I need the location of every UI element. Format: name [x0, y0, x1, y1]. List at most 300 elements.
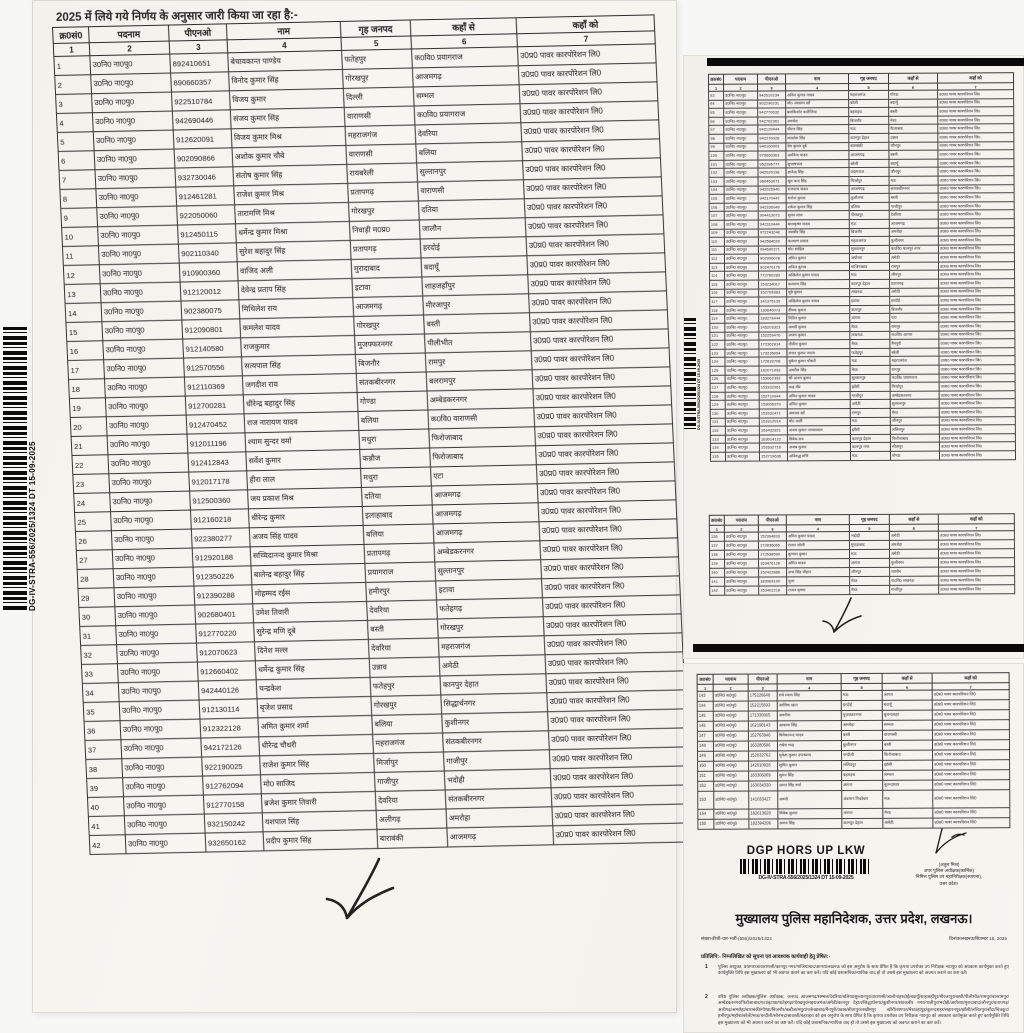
cell-name: मिथिलेश राय [239, 297, 354, 318]
cell-to: उ0प्र0 पावर कारपोरेशन लि0 [939, 451, 1015, 460]
cell-designation: उ0नि0 ना0पु0 [90, 54, 171, 75]
cell-designation: उ0नि0 ना0पु0 [724, 532, 758, 541]
cell-name: देवेन्द्र प्रताप सिंह [238, 278, 353, 299]
cell-pno: 942336049 [758, 203, 786, 212]
column-header: कहाँ को [938, 514, 1014, 524]
cell-home-district: प्रतापगढ़ [348, 182, 419, 202]
cell-from: वाराणसी [418, 180, 525, 201]
cell-designation: उ0नि0 ना0पु0 [724, 91, 758, 100]
cell-name: मो0 असलम खाँ [786, 99, 849, 108]
cell-from: सम्भल [882, 720, 932, 730]
cell-from: बलरामपुर [426, 370, 533, 391]
cell-from: बरेली [890, 348, 939, 357]
cell-designation: उ0नि0 ना0पु0 [104, 377, 185, 398]
cell-serial: 115 [710, 280, 725, 289]
cell-to: उ0प्र0 पावर कारपोरेशन लि0 [939, 390, 1015, 399]
cell-home-district: बलिया [358, 410, 429, 430]
transfer-table-a-wrap [708, 72, 1016, 461]
cell-to: उ0प्र0 पावर कारपोरेशन लि0 [533, 386, 672, 408]
cell-designation: उ0नि0 ना0पु0 [724, 194, 758, 203]
column-header: कहाँ से [410, 18, 517, 36]
cell-designation: उ0नि0 ना0पु0 [109, 472, 190, 493]
cell-name: सच्चिदानन्द कुमार मिश्रा [250, 544, 365, 565]
cell-serial: 31 [80, 626, 117, 646]
cell-designation: उ0नि0 ना0पु0 [725, 392, 759, 401]
cell-name: संजय कुमार सिंह [230, 107, 345, 128]
cell-home-district: गोरखपुर [371, 695, 442, 715]
cell-designation: उ0नि0 ना0पु0 [116, 624, 197, 645]
cell-name: धर्मेन्द्र कुमार मिश्रा [235, 221, 350, 242]
cell-to: उ0प्र0 पावर कारपोरेशन लि0 [524, 196, 663, 218]
cell-name: वाजिद अली [237, 259, 352, 280]
cell-from: बदायूँ [882, 700, 932, 710]
cell-pno: 912450115 [177, 224, 236, 244]
column-number: 3 [758, 84, 786, 91]
cell-serial: 95 [709, 108, 724, 117]
cell-from: मऊ [889, 176, 938, 185]
cell-to: उ0प्र0 पावर कारपोरेशन लि0 [938, 90, 1014, 99]
cell-home-district: दिल्ली [343, 87, 414, 107]
cell-designation: उ0नि0 ना0पु0 [724, 143, 758, 152]
cell-from: बलिया [416, 142, 523, 163]
cell-name: हीरा लाल [247, 468, 362, 489]
cell-to: उ0प्र0 पावर कारपोरेशन लि0 [933, 760, 1010, 770]
cell-pno: 172362814 [759, 340, 787, 349]
cell-to: उ0प्र0 पावर कारपोरेशन लि0 [939, 296, 1015, 305]
cell-to: उ0प्र0 पावर कारपोरेशन लि0 [939, 433, 1015, 442]
cell-serial: 100 [709, 151, 724, 160]
cell-pno: 152215693 [748, 701, 777, 711]
cell-pno: 912570556 [184, 357, 243, 377]
cell-designation: उ0नि0 ना0पु0 [98, 244, 179, 265]
cell-to: उ0प्र0 पावर कारपोरेशन लि0 [540, 538, 679, 560]
cell-designation: उ0नि0 ना0पु0 [115, 605, 196, 626]
cell-from: अम्बेडकरनगर [434, 541, 541, 562]
cell-pno: 960463071 [758, 177, 786, 186]
cell-home-district: बस्ती [841, 730, 882, 740]
cell-to: उ0प्र0 पावर कारपोरेशन लि0 [552, 804, 691, 826]
cell-to: उ0प्र0 पावर कारपोरेशन लि0 [938, 158, 1014, 167]
cell-from: बस्ती [889, 107, 938, 116]
cell-to: उ0प्र0 पावर कारपोरेशन लि0 [517, 44, 656, 66]
column-number: 4 [227, 37, 341, 52]
cell-designation: उ0नि0 ना0पु0 [725, 400, 759, 409]
cell-designation: उ0नि0 ना0पु0 [724, 203, 758, 212]
cell-pno: 183279444 [759, 314, 787, 323]
cell-name: सर्वेश कुमार [246, 449, 361, 470]
cell-home-district: आजमगढ़ [849, 151, 889, 160]
cell-serial: 146 [697, 721, 713, 731]
cell-serial: 106 [709, 203, 724, 212]
cell-home-district: अमेठी [850, 400, 890, 409]
cell-home-district: हमीरपुर [366, 581, 437, 601]
cell-home-district: मुजफ्फरनगर [355, 334, 426, 354]
cell-home-district: कानपुर [850, 305, 890, 314]
cell-home-district: मऊ [849, 125, 889, 134]
cell-home-district: दतिया [361, 486, 432, 506]
column-header: कहाँ से [888, 73, 937, 83]
cell-serial: 111 [709, 246, 724, 255]
cell-home-district: प्रयागराज [849, 168, 889, 177]
cell-name: मूल चन्द सिंह [786, 177, 849, 186]
cell-home-district: मेरठ [850, 576, 890, 585]
cell-designation: उ0नि0 ना0पु0 [725, 435, 759, 444]
cell-serial: 32 [81, 645, 118, 665]
cell-home-district: बिजनौर [355, 353, 426, 373]
cell-from: ललितपुर [890, 425, 939, 434]
cell-to: उ0प्र0 पावर कारपोरेशन लि0 [551, 785, 690, 807]
cell-to: उ0प्र0 पावर कारपोरेशन लि0 [939, 270, 1015, 279]
cell-to: उ0प्र0 पावर कारपोरेशन लि0 [938, 176, 1014, 185]
cell-pno: 922050060 [177, 205, 236, 225]
cell-serial: 150 [698, 761, 714, 771]
cell-designation: उ0नि0 ना0पु0 [123, 776, 204, 797]
cell-to: उ0प्र0 पावर कारपोरेशन लि0 [938, 227, 1014, 236]
cell-home-district: आगरा [850, 314, 890, 323]
cell-from: मीरजापुर [423, 294, 530, 315]
column-header: नाम [226, 21, 341, 39]
cell-serial: 93 [709, 91, 724, 100]
cell-serial: 149 [697, 751, 713, 761]
cell-from: शाहजहाँपुर [422, 275, 529, 296]
cell-name: राजन कृष्णा [787, 586, 850, 595]
cell-home-district: गोरखपुर [354, 315, 425, 335]
cell-serial: 18 [69, 379, 106, 399]
cell-home-district: कानपुर देहात [842, 818, 883, 828]
barcode-text: DG-IV-STRA-556/2025/1324 DT 15-09-2025 [697, 358, 701, 430]
cell-to: उ0प्र0 पावर कारपोरेशन लि0 [932, 750, 1009, 760]
cell-home-district: झाँसी [850, 426, 890, 435]
cell-serial: 1 [54, 56, 91, 76]
cell-pno: 942610234 [758, 91, 786, 100]
column-number: 5 [841, 683, 882, 690]
cell-serial: 142 [710, 586, 725, 595]
column-number: 7 [938, 83, 1014, 90]
cell-to: उ0प्र0 पावर कारपोरेशन लि0 [939, 330, 1015, 339]
cell-pno: 912350226 [193, 566, 252, 586]
cell-name: प्रेम कुमार दूबे [786, 142, 849, 151]
cell-to: उ0प्र0 पावर कारपोरेशन लि0 [938, 193, 1014, 202]
handwritten-signature-top-right [811, 595, 873, 641]
column-number: 6 [882, 683, 932, 690]
cell-name: संतोष कुमार सिंह [233, 164, 348, 185]
column-header: पदनाम [88, 25, 169, 43]
cell-serial: 119 [710, 315, 725, 324]
cell-home-district: मुरादाबाद [351, 258, 422, 278]
cell-pno: 163280596 [748, 741, 777, 751]
column-header: पदनाम [713, 674, 748, 684]
cell-home-district: बरेली [849, 159, 889, 168]
cell-designation: उ0नि0 ना0पु0 [725, 306, 759, 315]
cell-from: सम्भल [883, 770, 933, 780]
cell-pno: 932150242 [204, 813, 263, 833]
cell-to: उ0प्र0 पावर कारपोरेशन लि0 [938, 141, 1014, 150]
cell-serial: 128 [710, 392, 725, 401]
cell-to: उ0प्र0 पावर कारपोरेशन लि0 [537, 481, 676, 503]
copy-item-number: 1 [705, 964, 708, 970]
cell-designation: उ0नि0 ना0पु0 [118, 681, 199, 702]
cell-serial: 144 [697, 701, 713, 711]
cell-pno: 942120444 [758, 125, 786, 134]
cell-home-district: प्रतापगढ़ [364, 543, 435, 563]
copy-item-2 [705, 994, 1009, 1026]
cell-name: राकेश कुमार सिंह [786, 202, 849, 211]
cell-home-district: निवाड़ी म0प्र0 [349, 220, 420, 240]
cell-to: उ0प्र0 पावर कारपोरेशन लि0 [938, 549, 1014, 558]
cell-pno: 172836065 [758, 541, 786, 550]
cell-designation: उ0नि0 ना0पु0 [108, 453, 189, 474]
cell-serial: 13 [64, 284, 101, 304]
cell-from: जौनपुर [890, 271, 939, 280]
cell-serial: 108 [709, 220, 724, 229]
cell-from: मिर्जापुर [890, 382, 939, 391]
cell-name: उमर सिंह चौहान [787, 568, 850, 577]
cell-name: राजन जोशी [786, 541, 849, 550]
cell-designation: उ0नि0 ना0पु0 [724, 160, 758, 169]
cell-designation: उ0नि0 ना0पु0 [725, 280, 759, 289]
cell-from: आजमगढ़ [412, 66, 519, 87]
cell-designation: उ0नि0 ना0पु0 [122, 757, 203, 778]
cell-home-district: प्रतापगढ़ [350, 239, 421, 259]
cell-home-district: हरदोई [841, 700, 882, 710]
cell-home-district: मऊ [850, 417, 890, 426]
table-row [710, 585, 1015, 596]
cell-to: उ0प्र0 पावर कारपोरेशन लि0 [938, 184, 1014, 193]
signatory-title-1: अपर पुलिस अधीक्षक(कार्मिक) [923, 868, 975, 874]
cell-from: संतकबीरनगर [889, 185, 938, 194]
cell-name: राजेश कुमार सिंह [260, 753, 375, 774]
column-number: 3 [748, 684, 777, 691]
cell-name: दीपक कुमार [787, 305, 850, 314]
cell-pno: 153332961 [759, 383, 787, 392]
handwritten-signature-left [307, 855, 417, 933]
cell-serial: 153 [698, 791, 714, 809]
cell-from: अमेठी [883, 818, 933, 828]
cell-from: गोरखपुर [437, 617, 544, 638]
cell-home-district: गोरखपुर [849, 211, 889, 220]
column-header: क्र0सं0 [697, 674, 713, 684]
cell-serial: 17 [68, 360, 105, 380]
cell-from: अमरोहा [446, 807, 553, 828]
cell-home-district: रायबरेली [347, 163, 418, 183]
cell-to: उ0प्र0 पावर कारपोरेशन लि0 [938, 219, 1014, 228]
cell-home-district: बस्ती [367, 619, 438, 639]
cell-name: अनिल कुमार यादव [786, 91, 849, 100]
cell-home-district: कुशीनगर [849, 193, 889, 202]
cell-pno: 142010928 [749, 761, 778, 771]
cell-home-district: ललितपुर [842, 760, 883, 770]
cell-name: श्रवण सिंह [778, 819, 842, 829]
cell-from: फिरोजाबाद [430, 446, 537, 467]
cell-name: सत्यपाल सिंह [241, 354, 356, 375]
cell-home-district: अलीगढ़ [376, 809, 447, 829]
cell-designation: उ0नि0 ना0पु0 [99, 263, 180, 284]
cell-pno: 152032762 [748, 751, 777, 761]
cell-designation: उ0नि0 ना0पु0 [713, 701, 748, 711]
cell-pno: 162190143 [748, 721, 777, 731]
transfer-table-c-wrap [697, 672, 1011, 830]
cell-name: अजय कुमार [787, 331, 850, 340]
column-header: नाम [785, 74, 848, 84]
cell-pno: 171330065 [748, 711, 777, 721]
column-header: क्र0सं0 [709, 515, 724, 525]
cell-home-district: लखनऊ [850, 331, 890, 340]
column-number: 4 [786, 84, 849, 91]
cell-designation: उ0नि0 ना0पु0 [724, 541, 758, 550]
cell-pno: 152763946 [748, 731, 777, 741]
cell-name: बालकृष्ण यादव [786, 219, 849, 228]
cell-from: मेरठ [889, 116, 938, 125]
cell-serial: 112 [709, 255, 724, 264]
cell-home-district: मऊ [841, 690, 882, 700]
cell-designation: उ0नि0 ना0पु0 [725, 375, 759, 384]
cell-from: बुलन्दशहर [882, 710, 932, 720]
cell-serial: 147 [697, 731, 713, 741]
cell-name: ज्ञानेन्द्र सिंह [786, 168, 849, 177]
cell-designation: उ0नि0 ना0पु0 [724, 550, 758, 559]
scan-edge-bar-top [707, 58, 1024, 66]
cell-to: उ0प्र0 पावर कारपोरेशन लि0 [536, 443, 675, 465]
cell-to: उ0प्र0 पावर कारपोरेशन लि0 [932, 710, 1009, 720]
cell-serial: 3 [56, 94, 93, 114]
cell-home-district: अयोध्या [849, 254, 889, 263]
cell-from: संतकबीरनगर [445, 788, 552, 809]
cell-serial: 140 [710, 568, 725, 577]
signatory-title-2: निमित्त पुलिस उप महानिरीक्षक(स्थापना), [915, 874, 983, 880]
page-left [32, 0, 677, 1013]
cell-pno: 912090801 [182, 319, 241, 339]
cell-name: श्याम सुन्दर वर्मा [245, 430, 360, 451]
cell-name: सुमित कुमार [778, 761, 842, 771]
cell-from: अमरोहा [889, 540, 938, 549]
cell-to: उ0प्र0 पावर कारपोरेशन लि0 [542, 595, 681, 617]
cell-from: वाराणसी [882, 730, 932, 740]
cell-designation: उ0नि0 ना0पु0 [724, 108, 758, 117]
cell-serial: 113 [709, 263, 724, 272]
handwritten-signature-bottom-right [922, 827, 976, 857]
cell-serial: 101 [709, 160, 724, 169]
signatory-name: (अतुल मिश्र) [938, 862, 960, 867]
cell-serial: 123 [710, 349, 725, 358]
cell-serial: 155 [698, 819, 714, 829]
cell-pno: 912700281 [185, 395, 244, 415]
cell-from: सिद्धार्थनगर [441, 693, 548, 714]
cell-name: आशिक खान [777, 701, 841, 711]
cell-pno: 152719636 [759, 452, 787, 461]
cell-name: अमित यादव [787, 559, 850, 568]
copy-item-text: वरिष्ठ पुलिस अधीक्षक/पुलिस अधीक्षक, जनपद आजमगढ़/सम्भल/देवरिया/बलिया/सुल्तानपुर/वाराणसी/जालौन/हरदोई/बदायूँ/शाहजहाँपुर/मीरजापुर/बस्ती/पीलीभीत/रामपुर/बलरामपुर/अम्बेडकरनगर/फिरोजाबाद/एटा/इटावा/फतेहगढ़/गोरखपुर/महराजगंज/अमेठी/कानपुर देहात/सिद्धार्थनगर/कुशीनगर/संतकबीर नगर/गाजीपुर/भदोही/अयोध्या/मुरादाबाद/जौनपुर/प्रतापगढ़/अलीगढ़/अमरोहा/बाराबंकी/गोण्डा/बिजनौर/कन्नौज/मथुरा/फर्रुखाबाद/मैनपुरी/उन्नाव/सीतापुर/लखीमपुर खीरी/बागपत/मेरठ/हापुड़/बुलन्दशहर/सहारनपुर/झाँसी/ललितपुर/बाँदा/चित्रकूट/हमीरपुर/महोबा/बरेली/मऊ/चन्दौली/सोनभद्र/श्रावस्ती/बहराइच को इस अनुरोध के साथ प्रेषित है कि कृपया उपरोक्त उप निरीक्षक ना0पु0 को अवकाश कार्यमुक्त करते हुए कार्यमुक्ति तिथि इस मुख्यालय को भी अवगत कराने का कष्ट करें। यदि कोई प्रशासनिक/न्यायिक वाद हो तो उससे इस मुख्यालय को अवगत कराने का कष्ट करें। [718, 994, 1009, 1025]
cell-serial: 94 [709, 100, 724, 109]
cell-serial: 114 [710, 272, 725, 281]
cell-from: अमेठी [889, 531, 938, 540]
cell-pno: 912140580 [183, 338, 242, 358]
cell-pno: 942690446 [172, 110, 231, 130]
cell-to: उ0प्र0 पावर कारपोरेशन लि0 [523, 158, 662, 180]
cell-serial: 124 [710, 358, 725, 367]
cell-serial: 103 [709, 177, 724, 186]
cell-name: धीरज सिंह [786, 125, 849, 134]
cell-pno: 163014122 [759, 435, 787, 444]
cell-serial: 14 [65, 303, 102, 323]
cell-designation: उ0नि0 ना0पु0 [92, 92, 173, 113]
cell-from: सुल्तानपुर [435, 560, 542, 581]
cell-name: नितिन कुमार [787, 314, 850, 323]
cell-to: उ0प्र0 पावर कारपोरेशन लि0 [938, 133, 1014, 142]
cell-name: जसवीर सिंह [786, 228, 849, 237]
cell-home-district: महराजगंज [373, 733, 444, 753]
scan-edge-bar-bottom [693, 644, 1024, 652]
cell-home-district: इलाहाबाद [362, 505, 433, 525]
column-number: 2 [713, 684, 748, 691]
cell-to: उ0प्र0 पावर कारपोरेशन लि0 [939, 287, 1015, 296]
cell-name: राधेश चन्द्र [777, 741, 841, 751]
cell-pno: 153402218 [759, 586, 787, 595]
intro-line: 2025 में लिये गये निर्णय के अनुसार जारी किया जा रहा है:- [55, 9, 298, 24]
cell-serial: 29 [78, 588, 115, 608]
cell-to: उ0प्र0 पावर कारपोरेशन लि0 [938, 262, 1014, 271]
cell-serial: 36 [84, 721, 121, 741]
cell-home-district: इटावा [352, 277, 423, 297]
cell-name: अमित कुमार [786, 254, 849, 263]
cell-name: मनोज कुमार [786, 194, 849, 203]
cell-serial: 37 [85, 740, 122, 760]
cell-serial: 134 [710, 444, 725, 453]
cell-to: उ0प्र0 पावर कारपोरेशन लि0 [933, 808, 1010, 818]
cell-pno: 153062392 [759, 374, 787, 383]
cell-designation: उ0नि0 ना0पु0 [724, 168, 758, 177]
cell-name: कल्याण सिंह [787, 280, 850, 289]
cell-pno: 902110340 [178, 243, 237, 263]
cell-serial: 27 [76, 550, 113, 570]
cell-pno: 175226648 [748, 691, 777, 701]
cell-from: फिरोजाबाद [882, 750, 932, 760]
column-header: पदनाम [724, 515, 758, 525]
cell-name: विजय कुमार मिश्र [231, 126, 346, 147]
cell-serial: 137 [709, 541, 724, 550]
column-header: गृह जनपद [849, 514, 889, 524]
cell-name: अमित कुमार यादव [786, 532, 849, 541]
cell-name: नीतीश कुमार [787, 340, 850, 349]
cell-designation: उ0नि0 ना0पु0 [110, 491, 191, 512]
cell-home-district: आगरा [842, 808, 883, 818]
cell-designation: उ0नि0 ना0पु0 [724, 125, 758, 134]
cell-from: एटा [430, 465, 537, 486]
cell-to: उ0प्र0 पावर कारपोरेशन लि0 [534, 405, 673, 427]
cell-pno: 141033427 [749, 791, 778, 809]
cell-to: उ0प्र0 पावर कारपोरेशन लि0 [939, 416, 1015, 425]
cell-to: उ0प्र0 पावर कारपोरेशन लि0 [933, 818, 1010, 828]
cell-from: गाजीपुर [889, 202, 938, 211]
cell-to: उ0प्र0 पावर कारपोरेशन लि0 [939, 399, 1015, 408]
cell-to: उ0प्र0 पावर कारपोरेशन लि0 [939, 279, 1015, 288]
cell-from: बस्ती [889, 193, 938, 202]
column-number: 7 [938, 524, 1014, 531]
cell-to: उ0प्र0 पावर कारपोरेशन लि0 [939, 567, 1015, 576]
cell-serial: 121 [710, 332, 725, 341]
cell-designation: उ0नि0 ना0पु0 [714, 761, 749, 771]
cell-designation: उ0नि0 ना0पु0 [725, 383, 759, 392]
cell-name: राजन कुमार जाटव [787, 348, 850, 357]
cell-from: जौनपुर [889, 167, 938, 176]
cell-from: भदोही [444, 769, 551, 790]
cell-serial: 4 [56, 113, 93, 133]
cell-pno: 942440126 [198, 680, 257, 700]
cell-name: राजेश कुमार मिश्र [234, 183, 349, 204]
cell-from: जौनपुर [890, 417, 939, 426]
cell-name: विवेक राव [787, 434, 850, 443]
cell-from: क0वि0 आगरा [890, 331, 939, 340]
cell-to: उ0प्र0 पावर कारपोरेशन लि0 [548, 728, 687, 750]
